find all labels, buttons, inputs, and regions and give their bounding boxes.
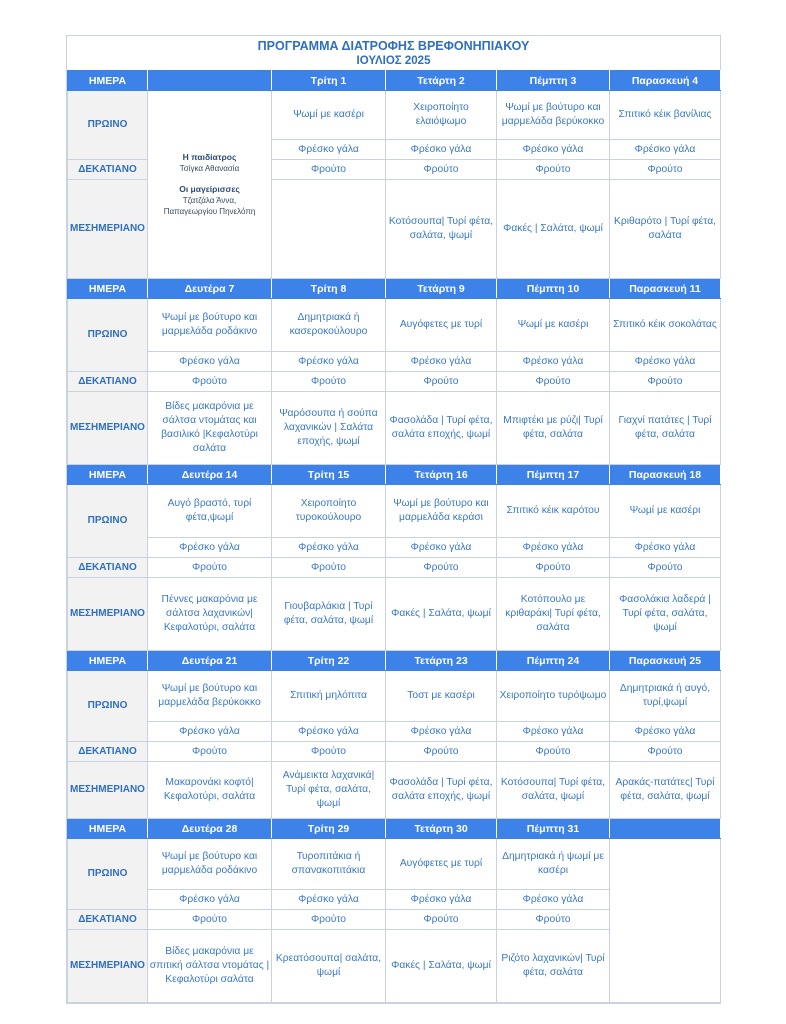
milk-row bbox=[68, 352, 721, 372]
lunch-label: ΜΕΣΗΜΕΡΙΑΝΟ bbox=[68, 578, 148, 651]
day-header: Τρίτη 8 bbox=[272, 279, 386, 299]
lunch-cell: Ψαρόσουπα ή σούπα λαχανικών | Σαλάτα εποχής, ψωμί bbox=[272, 392, 386, 465]
breakfast-row bbox=[68, 839, 721, 890]
breakfast-cell: Ψωμί με βούτυρο και μαρμελάδα βερύκοκκο bbox=[497, 91, 610, 140]
milk-cell: Φρέσκο γάλα bbox=[610, 538, 721, 558]
lunch-label: ΜΕΣΗΜΕΡΙΑΝΟ bbox=[68, 392, 148, 465]
milk-cell: Φρέσκο γάλα bbox=[386, 352, 497, 372]
snack-cell: Φρούτο bbox=[148, 372, 272, 392]
lunch-label: ΜΕΣΗΜΕΡΙΑΝΟ bbox=[68, 762, 148, 819]
breakfast-cell: Χειροποίητο τυροκούλουρο bbox=[272, 485, 386, 538]
day-header: Τρίτη 1 bbox=[272, 71, 386, 91]
milk-cell: Φρέσκο γάλα bbox=[148, 722, 272, 742]
staff-info bbox=[148, 91, 272, 279]
day-header: Παρασκευή 4 bbox=[610, 71, 721, 91]
breakfast-cell: Αυγό βραστό, τυρί φέτα,ψωμί bbox=[148, 485, 272, 538]
milk-cell: Φρέσκο γάλα bbox=[497, 722, 610, 742]
day-header: Πέμπτη 3 bbox=[497, 71, 610, 91]
day-header: Πέμπτη 17 bbox=[497, 465, 610, 485]
milk-row bbox=[68, 538, 721, 558]
lunch-cell: Φακές | Σαλάτα, ψωμί bbox=[497, 180, 610, 279]
lunch-label: ΜΕΣΗΜΕΡΙΑΝΟ bbox=[68, 930, 148, 1003]
lunch-cell: Μπιφτέκι με ρύζι| Τυρί φέτα, σαλάτα bbox=[497, 392, 610, 465]
snack-cell: Φρούτο bbox=[272, 160, 386, 180]
snack-label: ΔΕΚΑΤΙΑΝΟ bbox=[68, 558, 148, 578]
cooks-name-2: Παπαγεωργίου Πηνελόπη bbox=[163, 207, 256, 216]
snack-cell: Φρούτο bbox=[497, 742, 610, 762]
lunch-cell: Φασολάδα | Τυρί φέτα, σαλάτα εποχής, ψωμί bbox=[386, 762, 497, 819]
day-header: Τρίτη 15 bbox=[272, 465, 386, 485]
milk-cell: Φρέσκο γάλα bbox=[386, 722, 497, 742]
cooks-title: Οι μαγείρισσες bbox=[179, 184, 240, 194]
lunch-cell: Κοτόσουπα| Τυρί φέτα, σαλάτα, ψωμί bbox=[497, 762, 610, 819]
day-header bbox=[610, 819, 721, 839]
breakfast-row bbox=[68, 485, 721, 538]
breakfast-row bbox=[68, 299, 721, 352]
breakfast-label: ΠΡΩΙΝΟ bbox=[68, 839, 148, 910]
breakfast-row bbox=[68, 671, 721, 722]
milk-cell: Φρέσκο γάλα bbox=[497, 890, 610, 910]
breakfast-cell: Ψωμί με βούτυρο και μαρμελάδα ροδάκινο bbox=[148, 299, 272, 352]
breakfast-cell: Ψωμί με βούτυρο και μαρμελάδα βερύκοκκο bbox=[148, 671, 272, 722]
blank-cell bbox=[610, 839, 721, 1003]
breakfast-cell: Δημητριακά ή αυγό, τυρί,ψωμί bbox=[610, 671, 721, 722]
day-header: Πέμπτη 10 bbox=[497, 279, 610, 299]
lunch-cell: Γιουβαρλάκια | Τυρί φέτα, σαλάτα, ψωμί bbox=[272, 578, 386, 651]
milk-row bbox=[68, 722, 721, 742]
day-label: ΗΜΕΡΑ bbox=[68, 819, 148, 839]
lunch-cell: Βίδες μακαρόνια με σάλτσα ντομάτας και βασιλικό |Κεφαλοτύρι σαλάτα bbox=[148, 392, 272, 465]
snack-cell: Φρούτο bbox=[386, 160, 497, 180]
snack-cell: Φρούτο bbox=[272, 372, 386, 392]
snack-cell: Φρούτο bbox=[497, 910, 610, 930]
snack-cell: Φρούτο bbox=[610, 558, 721, 578]
milk-cell: Φρέσκο γάλα bbox=[386, 538, 497, 558]
snack-row bbox=[68, 742, 721, 762]
snack-cell: Φρούτο bbox=[386, 558, 497, 578]
day-header: Τετάρτη 23 bbox=[386, 651, 497, 671]
snack-cell: Φρούτο bbox=[610, 742, 721, 762]
milk-cell: Φρέσκο γάλα bbox=[148, 352, 272, 372]
menu-table bbox=[67, 70, 721, 1003]
lunch-row bbox=[68, 392, 721, 465]
breakfast-cell: Σπιτικό κέικ βανίλιας bbox=[610, 91, 721, 140]
milk-cell: Φρέσκο γάλα bbox=[148, 890, 272, 910]
milk-cell: Φρέσκο γάλα bbox=[386, 140, 497, 160]
lunch-cell: Ριζότο λαχανικών| Τυρί φέτα, σαλάτα bbox=[497, 930, 610, 1003]
day-label: ΗΜΕΡΑ bbox=[68, 465, 148, 485]
breakfast-cell: Σπιτικό κέικ καρότου bbox=[497, 485, 610, 538]
day-header: Τετάρτη 30 bbox=[386, 819, 497, 839]
menu-page bbox=[66, 35, 721, 1004]
page-title: ΠΡΟΓΡΑΜΜΑ ΔΙΑΤΡΟΦΗΣ ΒΡΕΦΟΝΗΠΙΑΚΟΥ bbox=[257, 39, 530, 53]
snack-cell: Φρούτο bbox=[272, 910, 386, 930]
breakfast-cell: Χειροποίητο ελαιόψωμο bbox=[386, 91, 497, 140]
pediatrician-name: Τσίγκα Αθανασία bbox=[179, 164, 240, 173]
week-header-row bbox=[68, 71, 721, 91]
title-block bbox=[67, 36, 720, 70]
breakfast-cell: Ψωμί με κασέρι bbox=[497, 299, 610, 352]
lunch-cell: Φασολάδα | Τυρί φέτα, σαλάτα εποχής, ψωμί bbox=[386, 392, 497, 465]
snack-cell: Φρούτο bbox=[272, 742, 386, 762]
day-header: Δευτέρα 28 bbox=[148, 819, 272, 839]
day-header: Παρασκευή 11 bbox=[610, 279, 721, 299]
milk-cell: Φρέσκο γάλα bbox=[272, 140, 386, 160]
snack-row bbox=[68, 558, 721, 578]
breakfast-row bbox=[68, 91, 721, 140]
day-header: Παρασκευή 25 bbox=[610, 651, 721, 671]
breakfast-cell: Ψωμί με κασέρι bbox=[610, 485, 721, 538]
lunch-cell: Κριθαρότο | Τυρί φέτα, σαλάτα bbox=[610, 180, 721, 279]
breakfast-cell: Δημητριακά ή κασεροκούλουρο bbox=[272, 299, 386, 352]
day-header: Τετάρτη 16 bbox=[386, 465, 497, 485]
lunch-cell: Κοτόπουλο με κριθαράκι| Τυρί φέτα, σαλάτα bbox=[497, 578, 610, 651]
lunch-cell: Βίδες μακαρόνια με σπιτική σάλτσα ντομάτας |Κεφαλοτύρι σαλάτα bbox=[148, 930, 272, 1003]
breakfast-cell: Ψωμί με βούτυρο και μαρμελάδα κεράσι bbox=[386, 485, 497, 538]
day-label: ΗΜΕΡΑ bbox=[68, 279, 148, 299]
lunch-row bbox=[68, 762, 721, 819]
breakfast-cell: Σπιτικό κέικ σοκολάτας bbox=[610, 299, 721, 352]
lunch-label: ΜΕΣΗΜΕΡΙΑΝΟ bbox=[68, 180, 148, 279]
milk-cell: Φρέσκο γάλα bbox=[386, 890, 497, 910]
breakfast-label: ΠΡΩΙΝΟ bbox=[68, 671, 148, 742]
milk-cell: Φρέσκο γάλα bbox=[610, 140, 721, 160]
snack-cell: Φρούτο bbox=[148, 558, 272, 578]
day-header: Πέμπτη 24 bbox=[497, 651, 610, 671]
cooks-name-1: Τζατζάλα Άννα, bbox=[182, 196, 237, 205]
breakfast-cell: Χειροποίητο τυρόψωμο bbox=[497, 671, 610, 722]
snack-cell: Φρούτο bbox=[497, 372, 610, 392]
day-header: Τετάρτη 2 bbox=[386, 71, 497, 91]
milk-cell: Φρέσκο γάλα bbox=[610, 352, 721, 372]
lunch-cell: Μακαρονάκι κοφτό| Κεφαλοτύρι, σαλάτα bbox=[148, 762, 272, 819]
milk-cell: Φρέσκο γάλα bbox=[148, 538, 272, 558]
week-header-row bbox=[68, 651, 721, 671]
snack-cell: Φρούτο bbox=[610, 372, 721, 392]
breakfast-cell: Δημητριακά ή ψωμί με κασέρι bbox=[497, 839, 610, 890]
lunch-cell: Φασολάκια λαδερά | Τυρί φέτα, σαλάτα, ψωμί bbox=[610, 578, 721, 651]
breakfast-cell: Τυροπιτάκια ή σπανακοπιτάκια bbox=[272, 839, 386, 890]
lunch-cell: Φακές | Σαλάτα, ψωμί bbox=[386, 578, 497, 651]
day-header: Τετάρτη 9 bbox=[386, 279, 497, 299]
lunch-cell bbox=[272, 180, 386, 279]
snack-label: ΔΕΚΑΤΙΑΝΟ bbox=[68, 160, 148, 180]
day-header: Πέμπτη 31 bbox=[497, 819, 610, 839]
breakfast-cell: Ψωμί με κασέρι bbox=[272, 91, 386, 140]
breakfast-cell: Τοστ με κασέρι bbox=[386, 671, 497, 722]
snack-label: ΔΕΚΑΤΙΑΝΟ bbox=[68, 910, 148, 930]
day-header: Τρίτη 29 bbox=[272, 819, 386, 839]
breakfast-cell: Σπιτική μηλόπιτα bbox=[272, 671, 386, 722]
lunch-cell: Φακές | Σαλάτα, ψωμί bbox=[386, 930, 497, 1003]
snack-label: ΔΕΚΑΤΙΑΝΟ bbox=[68, 372, 148, 392]
week-header-row bbox=[68, 819, 721, 839]
snack-row bbox=[68, 372, 721, 392]
breakfast-cell: Αυγόφετες με τυρί bbox=[386, 299, 497, 352]
snack-cell: Φρούτο bbox=[386, 372, 497, 392]
breakfast-cell: Ψωμί με βούτυρο και μαρμελάδα ροδάκινο bbox=[148, 839, 272, 890]
day-label: ΗΜΕΡΑ bbox=[68, 71, 148, 91]
day-label: ΗΜΕΡΑ bbox=[68, 651, 148, 671]
page-subtitle: ΙΟΥΛΙΟΣ 2025 bbox=[356, 55, 431, 67]
snack-cell: Φρούτο bbox=[148, 742, 272, 762]
milk-cell: Φρέσκο γάλα bbox=[272, 352, 386, 372]
day-header bbox=[148, 71, 272, 91]
milk-cell: Φρέσκο γάλα bbox=[272, 890, 386, 910]
lunch-cell: Πέννες μακαρόνια με σάλτσα λαχανικών| Κεφαλοτύρι, σαλάτα bbox=[148, 578, 272, 651]
pediatrician-title: Η παιδίατρος bbox=[182, 152, 237, 162]
day-header: Τρίτη 22 bbox=[272, 651, 386, 671]
snack-cell: Φρούτο bbox=[386, 742, 497, 762]
week-header-row bbox=[68, 465, 721, 485]
snack-label: ΔΕΚΑΤΙΑΝΟ bbox=[68, 742, 148, 762]
breakfast-label: ΠΡΩΙΝΟ bbox=[68, 91, 148, 160]
day-header: Παρασκευή 18 bbox=[610, 465, 721, 485]
breakfast-label: ΠΡΩΙΝΟ bbox=[68, 485, 148, 558]
day-header: Δευτέρα 21 bbox=[148, 651, 272, 671]
milk-cell: Φρέσκο γάλα bbox=[272, 538, 386, 558]
lunch-cell: Γιαχνί πατάτες | Τυρί φέτα, σαλάτα bbox=[610, 392, 721, 465]
lunch-cell: Κοτόσουπα| Τυρί φέτα, σαλάτα, ψωμί bbox=[386, 180, 497, 279]
milk-cell: Φρέσκο γάλα bbox=[497, 538, 610, 558]
day-header: Δευτέρα 7 bbox=[148, 279, 272, 299]
milk-cell: Φρέσκο γάλα bbox=[610, 722, 721, 742]
breakfast-cell: Αυγόφετες με τυρί bbox=[386, 839, 497, 890]
milk-cell: Φρέσκο γάλα bbox=[497, 140, 610, 160]
lunch-cell: Κρεατόσουπα| σαλάτα, ψωμί bbox=[272, 930, 386, 1003]
milk-cell: Φρέσκο γάλα bbox=[272, 722, 386, 742]
week-header-row bbox=[68, 279, 721, 299]
snack-cell: Φρούτο bbox=[497, 160, 610, 180]
day-header: Δευτέρα 14 bbox=[148, 465, 272, 485]
snack-cell: Φρούτο bbox=[610, 160, 721, 180]
snack-cell: Φρούτο bbox=[272, 558, 386, 578]
lunch-cell: Ανάμεικτα λαχανικά| Τυρί φέτα, σαλάτα, ψωμί bbox=[272, 762, 386, 819]
breakfast-label: ΠΡΩΙΝΟ bbox=[68, 299, 148, 372]
lunch-row bbox=[68, 578, 721, 651]
snack-cell: Φρούτο bbox=[148, 910, 272, 930]
snack-cell: Φρούτο bbox=[386, 910, 497, 930]
lunch-cell: Αρακάς-πατάτες| Τυρί φέτα, σαλάτα, ψωμί bbox=[610, 762, 721, 819]
milk-cell: Φρέσκο γάλα bbox=[497, 352, 610, 372]
snack-cell: Φρούτο bbox=[497, 558, 610, 578]
